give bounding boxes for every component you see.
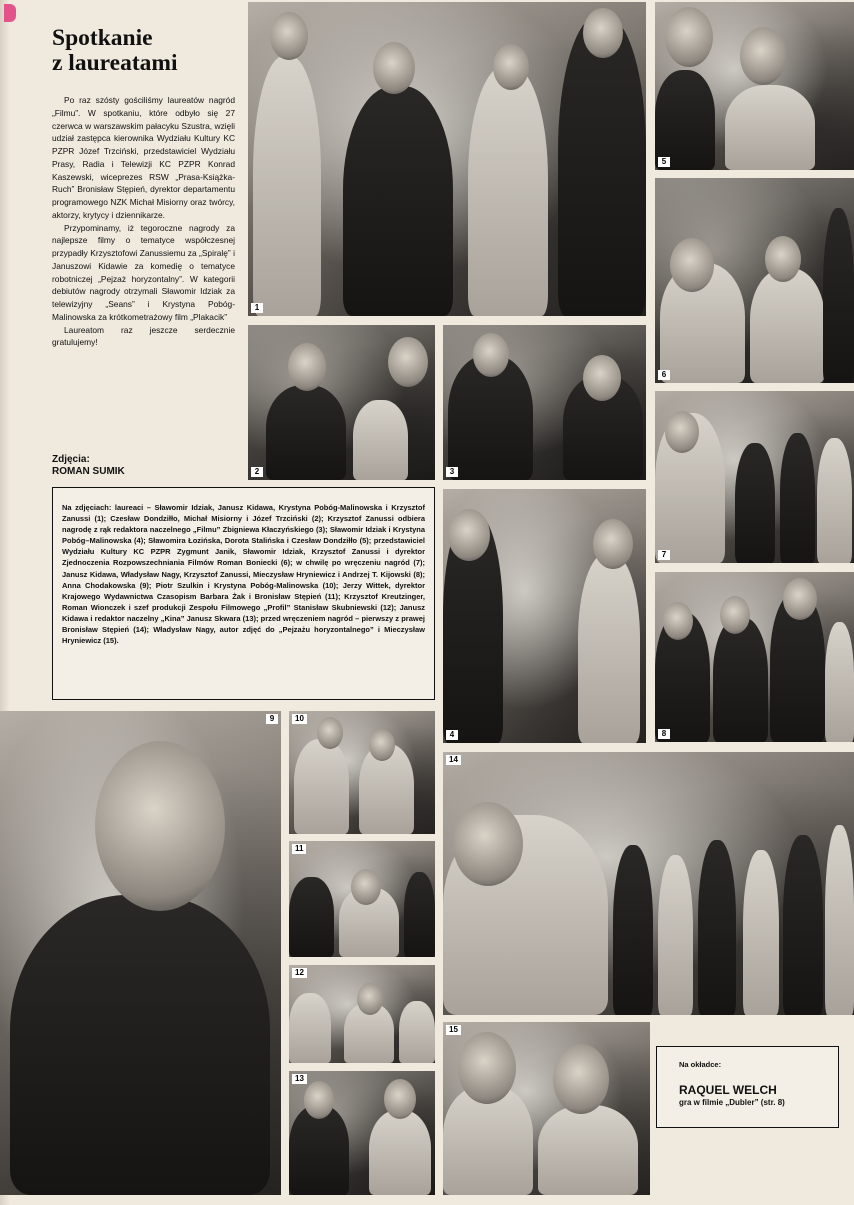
article-paragraph-3: Laureatom raz jeszcze serdecznie gratulujemy! [52,324,235,348]
photo-8-number: 8 [658,729,670,739]
photo-1-number: 1 [251,303,263,313]
photo-6-number: 6 [658,370,670,380]
photo-credit [52,454,235,478]
photo-2 [248,325,435,480]
photo-7-number: 7 [658,550,670,560]
photo-13 [289,1071,435,1195]
article-paragraph-1: Po raz szósty gościliśmy laureatów nagród „Filmu”. W spotkaniu, które odbyło się 27 czerwca w warszawskim pałacyku Szustra, wzięli udział zastępca kierownika Wydziału Kultury KC PZPR Józef Trzciński, przedstawiciel Wydziału Prasy, Radia i Telewizji KC PZPR Konrad Kaszewski, wiceprezes RSW „Prasa-Książka-Ruch” Bronisław Stępień, dyrektor departamentu programowego NZK Michał Misiorny oraz twórcy, aktorzy, krytycy i dziennikarze. [52,95,235,220]
cover-label: Na okładce: [679,1060,722,1069]
photo-4-number: 4 [446,730,458,740]
photo-13-number: 13 [292,1074,307,1084]
photo-credit-name: ROMAN SUMIK [52,466,125,477]
photo-5 [655,2,854,170]
photo-captions-box [52,487,435,700]
photo-credit-label: Zdjęcia: [52,454,90,465]
photo-12 [289,965,435,1063]
photo-15-number: 15 [446,1025,461,1035]
photo-captions-text: Na zdjęciach: laureaci – Sławomir Idziak, Janusz Kidawa, Krystyna Pobóg-Malinowska i Krzysztof Zanussi (1); Czesław Dondziłło, Michał Misiorny i Józef Trzciński (2); Krzysztof Zanussi odbiera nagrodę z rąk redaktora naczelnego „Filmu” Zbigniewa Kłaczyńskiego (3); Sławomir Idziak i Krystyna Pobóg–Malinowska (4); Sławomira Łozińska, Dorota Stalińska i Czesław Dondziłło (5); przedstawiciel Wydziału Kultury KC PZPR Zygmunt Janik, Sławomir Idziak, Krzysztof Zanussi i dyrektor Zjednoczenia Rozpowszechniania Filmów Roman Boniecki (6); w chwilę po wręczeniu nagród (7); Janusz Kidawa, Władysław Nagy, Krzysztof Zanussi, Mieczysław Hryniewicz i Andrzej T. Kijowski (8); Anna Chodakowska (9); Piotr Szulkin i Krystyna Pobóg-Malinowska (10); Jerzy Wittek, dyrektor Krajowego Wydawnictwa Czasopism Barbara Żak i Bronisław Stępień (11); Krzysztof Kreutzinger, Roman Wionczek i szef produkcji Zespołu Filmowego „Profil” Stanisław Skubniewski (12); Janusz Kidawa i redaktor naczelny „Kina” Janusz Skwara (13); przed wręczeniem nagród – pierwszy z prawej Bronisław Stępień (14); Władysław Nagy, autor zdjęć do „Pejzażu horyzontalnego” i Mieczysław Hryniewicz (15). [62,503,425,646]
cover-subtitle: gra w filmie „Dubler” (str. 8) [679,1098,785,1107]
photo-7 [655,391,854,563]
photo-2-number: 2 [251,467,263,477]
photo-8 [655,572,854,742]
photo-11-number: 11 [292,844,306,854]
photo-15 [443,1022,650,1195]
photo-10 [289,711,435,834]
article-body [52,94,235,349]
pink-tab-mark [4,4,16,22]
photo-1 [248,2,646,316]
article-title-line-1: Spotkanie [52,25,153,51]
photo-3 [443,325,646,480]
photo-14 [443,752,854,1015]
cover-info-box [656,1046,839,1128]
photo-11 [289,841,435,957]
article-paragraph-2: Przypominamy, iż tegoroczne nagrody za najlepsze filmy o tematyce współczesnej przypadły Krzysztofowi Zanussiemu za „Spiralę” i Januszowi Kidawie za komedię o tematyce robotniczej „Pejzaż horyzontalny”. W kategorii debiutów nagrody otrzymali Sławomir Idziak za telewizyjny „Seans” i Krystyna Pobóg-Malinowska za krótkometrażowy film „Plakacik” [52,222,235,322]
photo-14-number: 14 [446,755,461,765]
cover-name: RAQUEL WELCH [679,1083,777,1097]
photo-6 [655,178,854,383]
photo-4 [443,489,646,743]
photo-10-number: 10 [292,714,307,724]
photo-12-number: 12 [292,968,307,978]
photo-5-number: 5 [658,157,670,167]
article-title-line-2: z laureatami [52,50,178,76]
article-title [52,26,242,76]
photo-9 [0,711,281,1195]
photo-9-number: 9 [266,714,278,724]
photo-3-number: 3 [446,467,458,477]
